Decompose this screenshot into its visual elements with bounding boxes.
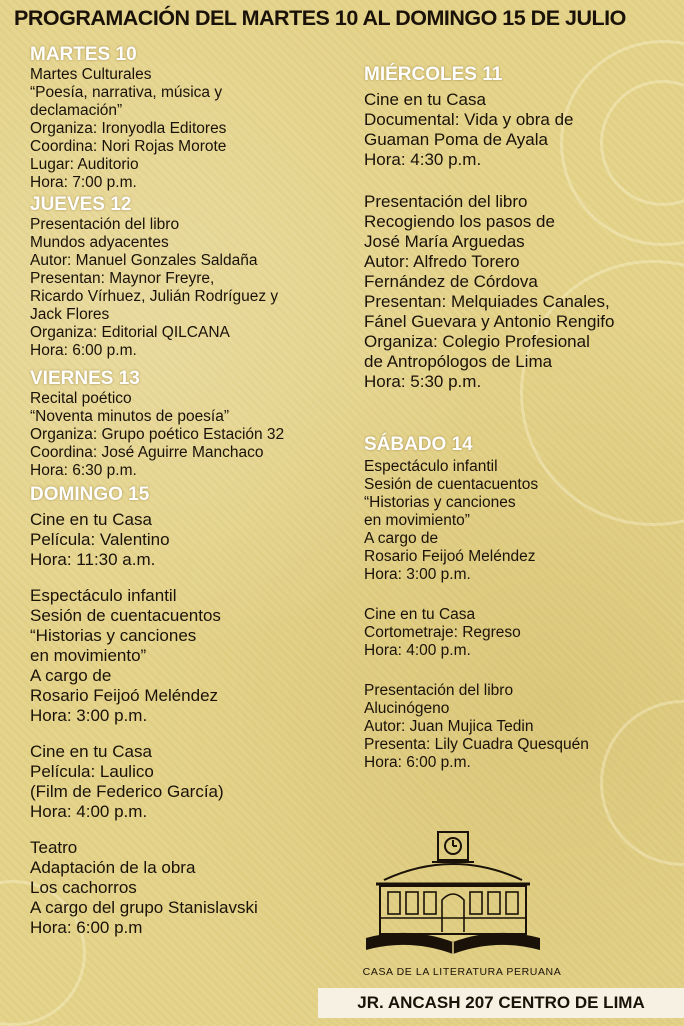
- event-line: Alucinógeno: [364, 700, 450, 717]
- event-line: Presenta: Lily Cuadra Quesquén: [364, 736, 589, 753]
- day-heading-domingo: DOMINGO 15: [30, 484, 150, 505]
- event-cine-valentino: [30, 510, 284, 570]
- day-heading-martes: MARTES 10: [30, 44, 137, 65]
- event-line: Ricardo Vírhuez, Julián Rodríguez y: [30, 288, 279, 305]
- event-line: Película: Valentino: [30, 530, 170, 549]
- event-line: Martes Culturales: [30, 66, 152, 83]
- event-line: A cargo de: [30, 666, 112, 685]
- event-line: “Poesía, narrativa, música y: [30, 84, 223, 101]
- event-line: Guaman Poma de Ayala: [364, 130, 548, 149]
- event-line: Espectáculo infantil: [364, 458, 498, 475]
- event-line: Fernández de Córdova: [364, 272, 538, 291]
- event-line: Cine en tu Casa: [30, 510, 152, 529]
- casa-literatura-logo: [362, 826, 562, 976]
- event-line: Hora: 6:00 p.m.: [364, 754, 471, 771]
- spacer: [30, 570, 284, 586]
- building-book-icon: [362, 826, 562, 966]
- address-banner: [318, 988, 684, 1018]
- event-line: Organiza: Colegio Profesional: [364, 332, 590, 351]
- spacer: [364, 660, 614, 682]
- spacer: [30, 726, 284, 742]
- event-line: Cine en tu Casa: [364, 606, 476, 623]
- event-line: Película: Laulico: [30, 762, 154, 781]
- event-line: Presentan: Maynor Freyre,: [30, 270, 215, 287]
- event-line: José María Arguedas: [364, 232, 525, 251]
- day-heading-viernes: VIERNES 13: [30, 368, 140, 389]
- event-line: Documental: Vida y obra de: [364, 110, 574, 129]
- event-line: Los cachorros: [30, 878, 137, 897]
- event-martes-culturales: [30, 66, 284, 192]
- event-line: Coordina: Nori Rojas Morote: [30, 138, 227, 155]
- event-line: “Historias y canciones: [364, 494, 516, 511]
- day-heading-sabado: SÁBADO 14: [364, 434, 473, 455]
- event-line: declamación”: [30, 102, 123, 119]
- event-line: Hora: 6:00 p.m.: [30, 342, 137, 359]
- event-line: Sesión de cuentacuentos: [364, 476, 539, 493]
- event-line: Autor: Juan Mujica Tedin: [364, 718, 534, 735]
- event-cine-laulico: [30, 742, 284, 822]
- event-line: Presentan: Melquiades Canales,: [364, 292, 610, 311]
- event-line: Hora: 4:00 p.m.: [364, 642, 471, 659]
- event-line: Hora: 4:30 p.m.: [364, 150, 482, 169]
- event-line: Hora: 7:00 p.m.: [30, 174, 137, 191]
- event-line: Hora: 3:00 p.m.: [30, 706, 148, 725]
- event-cine-regreso: [364, 606, 614, 660]
- left-column: [30, 44, 284, 938]
- event-line: Organiza: Grupo poético Estación 32: [30, 426, 285, 443]
- event-line: Autor: Alfredo Torero: [364, 252, 520, 271]
- event-presentacion-arguedas: [364, 192, 614, 392]
- event-line: Rosario Feijoó Meléndez: [364, 548, 536, 565]
- event-line: “Historias y canciones: [30, 626, 197, 645]
- event-line: Presentación del libro: [30, 216, 180, 233]
- event-line: Organiza: Editorial QILCANA: [30, 324, 230, 341]
- address-text: JR. ANCASH 207 CENTRO DE LIMA: [357, 993, 645, 1012]
- event-line: Hora: 5:30 p.m.: [364, 372, 482, 391]
- day-heading-jueves: JUEVES 12: [30, 194, 132, 215]
- event-line: Recogiendo los pasos de: [364, 212, 555, 231]
- event-line: Fánel Guevara y Antonio Rengifo: [364, 312, 615, 331]
- logo-caption: CASA DE LA LITERATURA PERUANA: [362, 966, 562, 978]
- event-line: Recital poético: [30, 390, 132, 407]
- event-cine-guaman-poma: [364, 90, 614, 170]
- event-line: Jack Flores: [30, 306, 110, 323]
- event-line: Rosario Feijoó Meléndez: [30, 686, 219, 705]
- event-line: (Film de Federico García): [30, 782, 224, 801]
- event-line: Lugar: Auditorio: [30, 156, 139, 173]
- event-line: “Noventa minutos de poesía”: [30, 408, 230, 425]
- event-line: Coordina: José Aguirre Manchaco: [30, 444, 264, 461]
- event-line: Espectáculo infantil: [30, 586, 177, 605]
- event-presentacion-alucinogeno: [364, 682, 614, 772]
- event-line: en movimiento”: [30, 646, 147, 665]
- event-line: Adaptación de la obra: [30, 858, 196, 877]
- event-line: Hora: 11:30 a.m.: [30, 550, 156, 569]
- event-line: Hora: 4:00 p.m.: [30, 802, 148, 821]
- spacer: [364, 170, 614, 192]
- right-column: [364, 64, 614, 772]
- event-line: Teatro: [30, 838, 78, 857]
- event-line: en movimiento”: [364, 512, 470, 529]
- event-line: A cargo del grupo Stanislavski: [30, 898, 258, 917]
- event-line: A cargo de: [364, 530, 439, 547]
- event-line: Presentación del libro: [364, 682, 514, 699]
- spacer: [30, 822, 284, 838]
- event-line: Mundos adyacentes: [30, 234, 169, 251]
- event-teatro-cachorros: [30, 838, 284, 938]
- event-line: Sesión de cuentacuentos: [30, 606, 221, 625]
- event-line: Organiza: Ironyodla Editores: [30, 120, 227, 137]
- event-line: Cortometraje: Regreso: [364, 624, 521, 641]
- event-line: Presentación del libro: [364, 192, 528, 211]
- page-title: PROGRAMACIÓN DEL MARTES 10 AL DOMINGO 15 DE JULIO: [14, 6, 626, 30]
- event-line: Hora: 6:30 p.m.: [30, 462, 137, 479]
- event-line: Autor: Manuel Gonzales Saldaña: [30, 252, 258, 269]
- event-espectaculo-infantil-domingo: [30, 586, 284, 726]
- event-recital-poetico: [30, 390, 284, 480]
- event-line: Hora: 3:00 p.m.: [364, 566, 471, 583]
- event-line: Cine en tu Casa: [364, 90, 486, 109]
- spacer: [364, 584, 614, 606]
- event-presentacion-mundos: [30, 216, 284, 360]
- event-line: de Antropólogos de Lima: [364, 352, 553, 371]
- event-line: Cine en tu Casa: [30, 742, 152, 761]
- day-heading-miercoles: MIÉRCOLES 11: [364, 64, 503, 85]
- event-line: Hora: 6:00 p.m: [30, 918, 143, 937]
- event-espectaculo-infantil-sabado: [364, 458, 614, 584]
